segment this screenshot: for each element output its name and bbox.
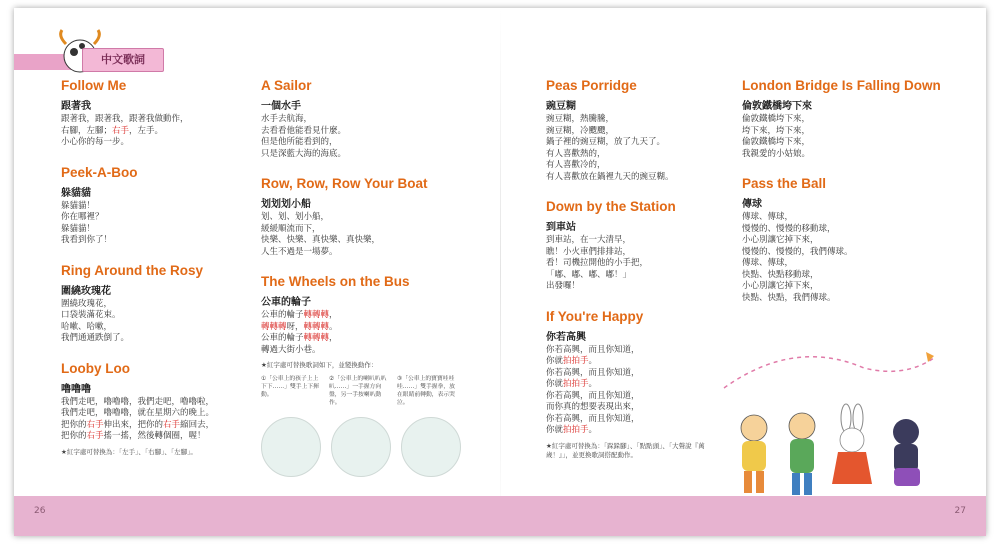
section-label: 中文歌詞 bbox=[82, 48, 164, 72]
song-title: Down by the Station bbox=[546, 199, 676, 214]
column-1 bbox=[61, 78, 241, 472]
lyric-line: 轉轉轉呀，轉轉轉。 bbox=[261, 321, 338, 332]
column-2 bbox=[261, 78, 461, 493]
child-illustration bbox=[261, 417, 321, 477]
song-a-sailor bbox=[261, 78, 461, 160]
song-title: The Wheels on the Bus bbox=[261, 274, 410, 289]
lyric-line: 圍繞玫瑰花， bbox=[61, 298, 113, 309]
song-chinese-title: 豌豆糊 bbox=[546, 101, 576, 112]
song-chinese-title: 一個水手 bbox=[261, 101, 301, 112]
song-chinese-title: 躲貓貓 bbox=[61, 187, 91, 199]
song-chinese-title: 划划划小船 bbox=[261, 199, 311, 210]
lyric-line: 跟著我，跟著我，跟著我做動作， bbox=[61, 114, 189, 124]
lyric-line: 我們走吧，嚕嚕嚕，我們走吧，嚕嚕啦， bbox=[61, 396, 215, 407]
action-illustrations bbox=[261, 417, 461, 477]
action-note: ①「公車上的孩子上上下下……」雙手上下揮動。 bbox=[261, 376, 319, 398]
song-chinese-title: 倫敦鐵橋垮下來 bbox=[742, 101, 812, 112]
book-spread bbox=[14, 8, 986, 536]
song-peek-a-boo bbox=[61, 165, 241, 247]
song-title: Looby Loo bbox=[61, 360, 130, 376]
lyric-line: 右腳，左腳；右手，左手。 bbox=[61, 125, 164, 136]
song-ring-around-the-rosy bbox=[61, 263, 241, 345]
song-title: Ring Around the Rosy bbox=[61, 262, 203, 278]
lyric-line: 鍋子裡的豌豆糊，放了九天了。 bbox=[546, 137, 666, 147]
lyric-line: 去看看他能看見什麼。 bbox=[261, 125, 347, 136]
song-title: If You're Happy bbox=[546, 308, 644, 324]
lyric-line: 豌豆糊，熱騰騰， bbox=[546, 114, 615, 124]
song-title: Peek-A-Boo bbox=[61, 164, 138, 180]
lyric-line: 你就拍拍手。 bbox=[546, 379, 598, 389]
lyric-line: 慢慢的、慢慢的移動球， bbox=[742, 223, 836, 234]
lyric-line: 有人喜歡冷的， bbox=[546, 160, 606, 170]
footer-band bbox=[14, 496, 986, 536]
lyric-line: 把你的右手搖一搖，然後轉個圈，喔！ bbox=[61, 431, 206, 441]
song-title: Peas Porridge bbox=[546, 78, 637, 93]
lyric-line: 我親愛的小姑娘。 bbox=[742, 148, 811, 159]
action-notes bbox=[261, 375, 461, 407]
page-gutter bbox=[500, 8, 501, 536]
lyric-line: 你若高興，而且你知道， bbox=[546, 390, 640, 401]
lyric-line: 躲貓貓！ bbox=[61, 223, 96, 234]
song-title: Row, Row, Row Your Boat bbox=[261, 176, 428, 191]
song-wheels-on-the-bus bbox=[261, 274, 461, 477]
song-chinese-title: 你若高興 bbox=[546, 331, 586, 343]
lyric-line: 到車站，在一大清早， bbox=[546, 235, 632, 245]
lyric-line: 我們走吧，嚕嚕嚕，就在星期六的晚上。 bbox=[61, 408, 215, 418]
lyric-line: 看！司機拉開他的小手把， bbox=[546, 258, 649, 268]
song-chinese-title: 嚕嚕嚕 bbox=[61, 383, 91, 395]
lyric-line: 你在哪裡？ bbox=[61, 212, 104, 222]
song-chinese-title: 公車的輪子 bbox=[261, 297, 311, 308]
lyric-line: 「嘟、嘟、嘟、嘟！」 bbox=[546, 269, 632, 280]
song-title: A Sailor bbox=[261, 78, 312, 93]
lyric-line: 我們通通跌倒了。 bbox=[61, 333, 130, 343]
lyric-line: 而你真的想要表現出來， bbox=[546, 402, 640, 412]
lyric-line: 只是深藍大海的海底。 bbox=[261, 148, 347, 159]
lyric-line: 哈嗽、哈嗽， bbox=[61, 321, 113, 332]
action-note: ②「公車上的喇叭叭叭叭……」一手握方向盤，另一手按喇叭動作。 bbox=[329, 376, 387, 406]
lyric-line: 倫敦鐵橋垮下來， bbox=[742, 137, 811, 147]
lyric-line: 有人喜歡熱的， bbox=[546, 148, 606, 159]
children-illustration bbox=[714, 348, 954, 508]
child-illustration bbox=[401, 417, 461, 477]
lyric-line: 你就拍拍手。 bbox=[546, 356, 598, 366]
lyric-line: 傳球、傳球， bbox=[742, 212, 794, 222]
page-number-right: 27 bbox=[954, 506, 966, 516]
song-if-youre-happy bbox=[546, 309, 726, 459]
footnote: ★紅字處可替換歌詞如下，並變換動作： bbox=[261, 361, 378, 369]
column-3 bbox=[546, 78, 726, 475]
song-down-by-the-station bbox=[546, 199, 726, 293]
lyric-line: 但是他所能看到的， bbox=[261, 137, 338, 147]
lyric-line: 傳球、傳球， bbox=[742, 258, 794, 268]
lyric-line: 有人喜歡放在鍋裡九天的豌豆糊。 bbox=[546, 171, 674, 182]
page-number-left: 26 bbox=[34, 506, 46, 516]
song-peas-porridge bbox=[546, 78, 726, 183]
song-follow-me bbox=[61, 78, 241, 149]
lyric-line: 小心你的每一步。 bbox=[61, 137, 130, 147]
lyric-line: 小心別讓它掉下來， bbox=[742, 281, 819, 291]
column-4 bbox=[742, 78, 962, 320]
song-chinese-title: 傳球 bbox=[742, 199, 762, 210]
lyric-line: 出發囉！ bbox=[546, 281, 581, 291]
footnote: ★紅字處可替換為：「跺跺腳」、「點點頭」、「大聲說『萬歲！』」，並更換歌詞搭配動作。 bbox=[546, 441, 705, 459]
lyric-line: 緩緩順流而下， bbox=[261, 223, 321, 234]
lyric-line: 慢慢的、慢慢的，我們傳球。 bbox=[742, 246, 853, 257]
lyric-line: 倫敦鐵橋垮下來， bbox=[742, 114, 811, 124]
lyric-line: 快點、快點移動球， bbox=[742, 269, 819, 280]
child-illustration bbox=[331, 417, 391, 477]
lyric-line: 公車的輪子轉轉轉， bbox=[261, 333, 338, 343]
lyric-line: 口袋裝滿花束。 bbox=[61, 310, 121, 320]
song-row-your-boat bbox=[261, 176, 461, 258]
lyric-line: 我看到你了！ bbox=[61, 235, 113, 245]
lyric-line: 人生不過是一場夢。 bbox=[261, 246, 338, 257]
lyric-line: 瞧！小火車們排排站， bbox=[546, 246, 632, 257]
song-london-bridge bbox=[742, 78, 962, 160]
song-pass-the-ball bbox=[742, 176, 962, 304]
lyric-line: 把你的右手伸出來，把你的右手縮回去， bbox=[61, 419, 215, 430]
lyric-line: 水手去航海， bbox=[261, 114, 313, 124]
lyric-line: 豌豆糊，冷颼颼， bbox=[546, 125, 615, 136]
lyric-line: 躲貓貓！ bbox=[61, 200, 96, 211]
song-looby-loo bbox=[61, 361, 241, 456]
song-chinese-title: 圍繞玫瑰花 bbox=[61, 285, 111, 297]
song-title: Pass the Ball bbox=[742, 176, 827, 191]
footnote: ★紅字處可替換為：「左手」、「右腳」、「左腳」。 bbox=[61, 447, 197, 456]
song-title: London Bridge Is Falling Down bbox=[742, 78, 941, 93]
lyric-line: 小心別讓它掉下來， bbox=[742, 235, 819, 245]
lyric-line: 垮下來，垮下來， bbox=[742, 125, 811, 136]
lyric-line: 公車的輪子轉轉轉， bbox=[261, 310, 338, 320]
lyric-line: 你若高興，而且你知道， bbox=[546, 413, 640, 424]
lyric-line: 划、划、划小船， bbox=[261, 212, 330, 222]
song-chinese-title: 到車站 bbox=[546, 222, 576, 233]
lyric-line: 轉過大街小巷。 bbox=[261, 344, 321, 355]
action-note: ③「公車上的寶寶哇哇哇……」雙手握拳，放在眼睛前轉動，表示哭泣。 bbox=[397, 376, 455, 406]
lyric-line: 你若高興，而且你知道， bbox=[546, 367, 640, 378]
lyric-line: 你若高興，而且你知道， bbox=[546, 344, 640, 355]
lyric-line: 快樂、快樂、真快樂、真快樂， bbox=[261, 235, 381, 245]
song-title: Follow Me bbox=[61, 78, 127, 93]
lyric-line: 快點、快點，我們傳球。 bbox=[742, 292, 836, 303]
lyric-line: 你就拍拍手。 bbox=[546, 425, 598, 435]
song-chinese-title: 跟著我 bbox=[61, 101, 91, 112]
